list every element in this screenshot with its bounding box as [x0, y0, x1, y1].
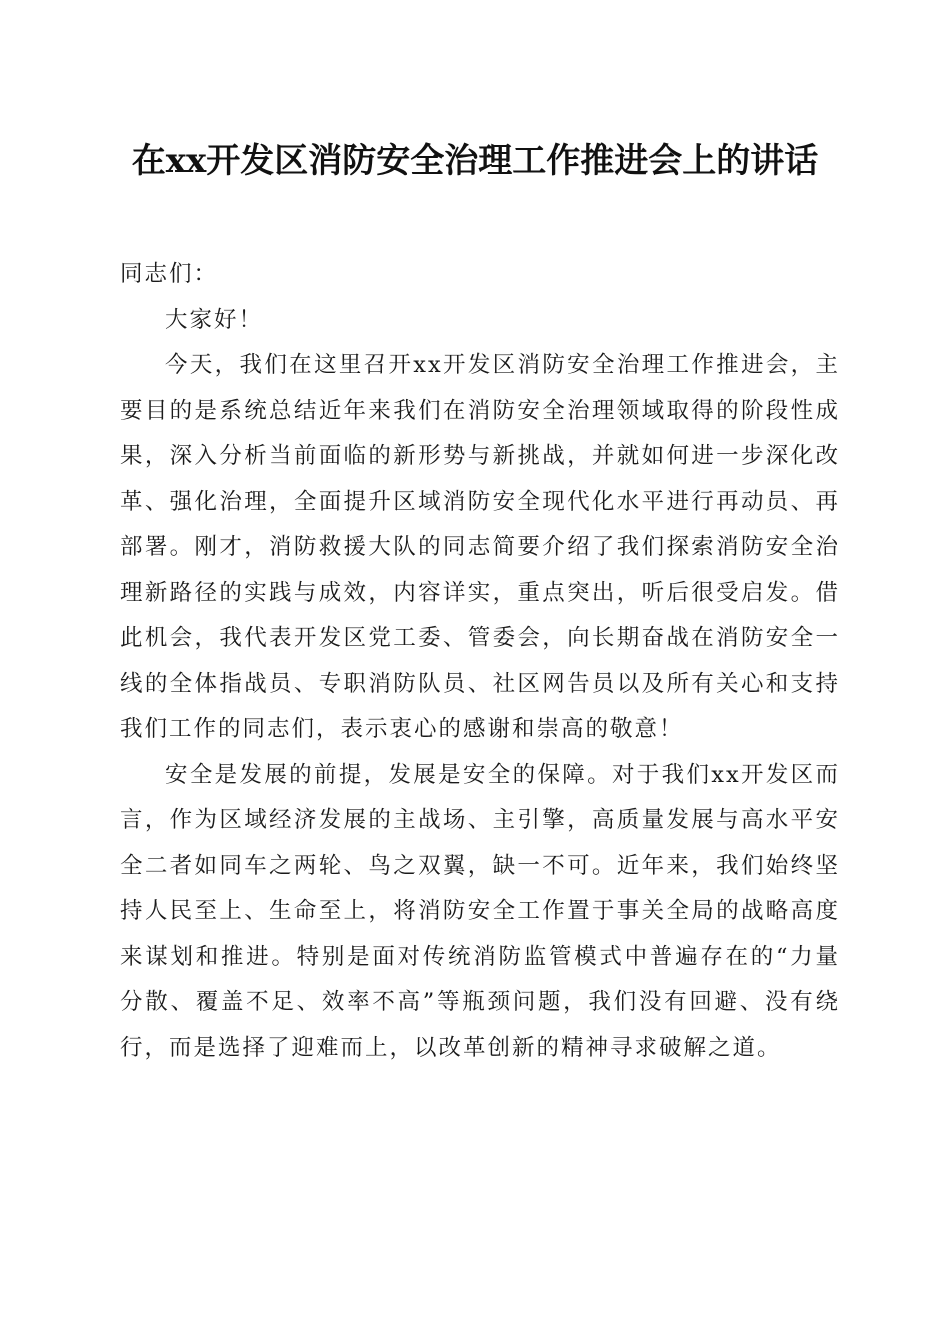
paragraph-introduction: 今天，我们在这里召开xx开发区消防安全治理工作推进会，主要目的是系统总结近年来我们在消防安全治理领域取得的阶段性成果，深入分析当前面临的新形势与新挑战，并就如何进一步深化改革、强化治理，全面提升区域消防安全现代化水平进行再动员、再部署。刚才，消防救援大队的同志简要介绍了我们探索消防安全治理新路径的实践与成效，内容详实，重点突出，听后很受启发。借此机会，我代表开发区党工委、管委会，向长期奋战在消防安全一线的全体指战员、专职消防队员、社区网告员以及所有关心和支持我们工作的同志们，表示衷心的感谢和崇高的敬意！ [120, 352, 840, 742]
paragraph-safety-development: 安全是发展的前提，发展是安全的保障。对于我们xx开发区而言，作为区域经济发展的主战场、主引擎，高质量发展与高水平安全二者如同车之两轮、鸟之双翼，缺一不可。近年来，我们始终坚持人民至上、生命至上，将消防安全工作置于事关全局的战略高度来谋划和推进。特别是面对传统消防监管模式中普遍存在的“力量分散、覆盖不足、效率不高”等瓶颈问题，我们没有回避、没有绕行，而是选择了迎难而上，以改革创新的精神寻求破解之道。 [120, 761, 840, 1061]
document-body [120, 252, 840, 1071]
document-title: 在xx开发区消防安全治理工作推进会上的讲话 [131, 141, 819, 181]
salutation: 同志们： [120, 261, 219, 287]
paragraph-greeting: 大家好！ [165, 306, 264, 333]
